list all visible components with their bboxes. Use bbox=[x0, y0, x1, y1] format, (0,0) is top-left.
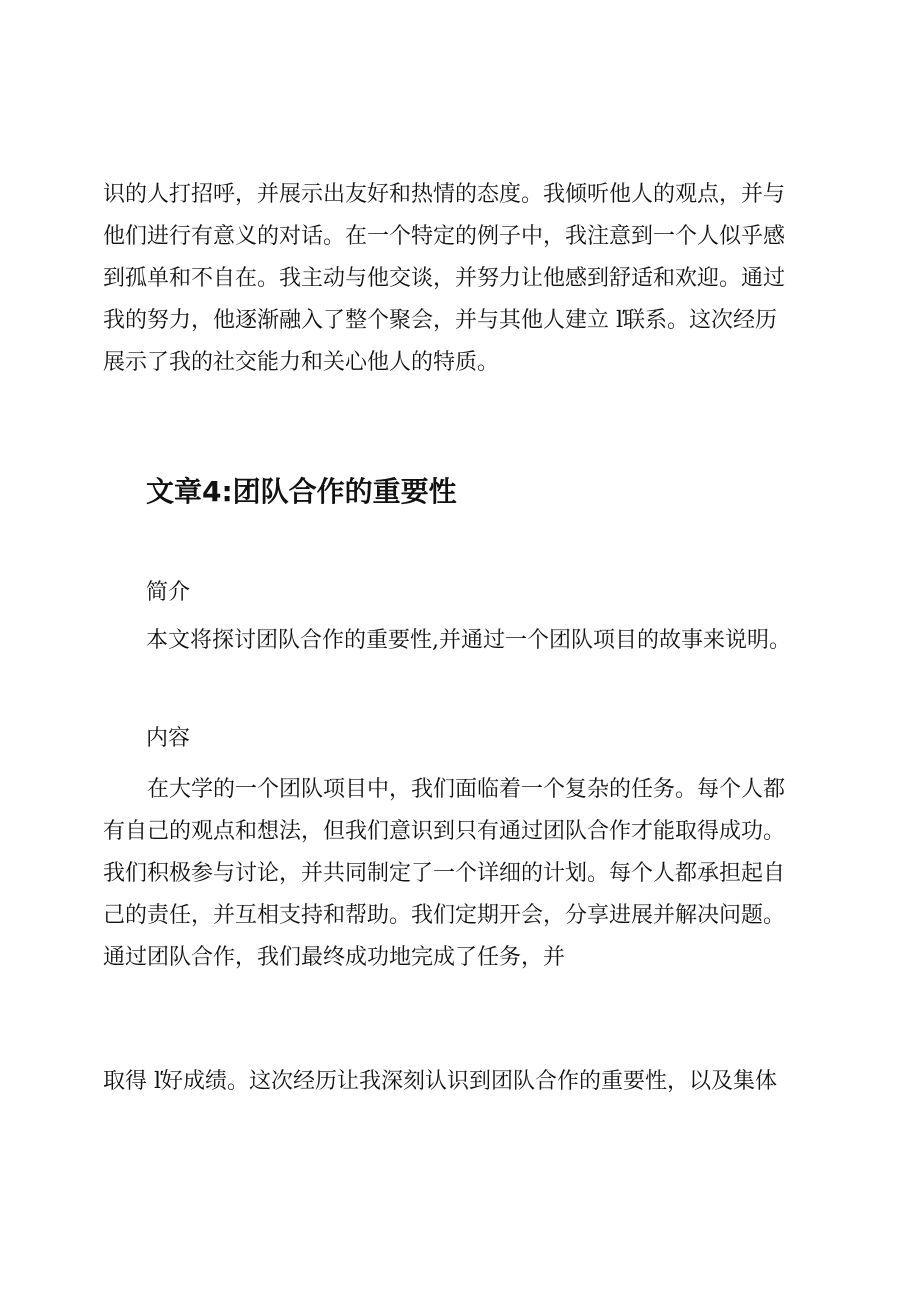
paragraph-line: 展示了我的社交能力和关心他人的特质。 bbox=[103, 350, 500, 375]
paragraph-line: 我们积极参与讨论，并共同制定了一个详细的计划。每个人都承担起自 bbox=[103, 861, 786, 886]
paragraph-line: 识的人打招呼，并展示出友好和热情的态度。我倾听他人的观点，并与 bbox=[103, 182, 786, 207]
continuation-line: 取得 ľ好成绩。这次经历让我深刻认识到团队合作的重要性，以及集体 bbox=[103, 1069, 778, 1094]
previous-article-paragraph bbox=[103, 174, 823, 384]
content-paragraph bbox=[103, 769, 823, 979]
content-heading: 内容 bbox=[146, 726, 191, 751]
paragraph-line: 到孤单和不自在。我主动与他交谈，并努力让他感到舒适和欢迎。通过 bbox=[103, 266, 786, 291]
article-title: 文章4:团队合作的重要性 bbox=[146, 475, 457, 508]
paragraph-line: 有自己的观点和想法，但我们意识到只有通过团队合作才能取得成功。 bbox=[103, 819, 786, 844]
intro-heading: 简介 bbox=[146, 580, 191, 605]
paragraph-line: 我的努力，他逐渐融入了整个聚会，并与其他人建立 ľ联系。这次经历 bbox=[103, 308, 778, 333]
paragraph-line: 在大学的一个团队项目中，我们面临着一个复杂的任务。每个人都 bbox=[147, 777, 786, 802]
paragraph-line: 他们进行有意义的对话。在一个特定的例子中，我注意到一个人似乎感 bbox=[103, 224, 786, 249]
paragraph-line: 通过团队合作，我们最终成功地完成了任务，并 bbox=[103, 945, 566, 970]
paragraph-line: 己的责任，并互相支持和帮助。我们定期开会，分享进展并解决问题。 bbox=[103, 903, 786, 928]
intro-text: 本文将探讨团队合作的重要性,并通过一个团队项目的故事来说明。 bbox=[146, 628, 791, 653]
